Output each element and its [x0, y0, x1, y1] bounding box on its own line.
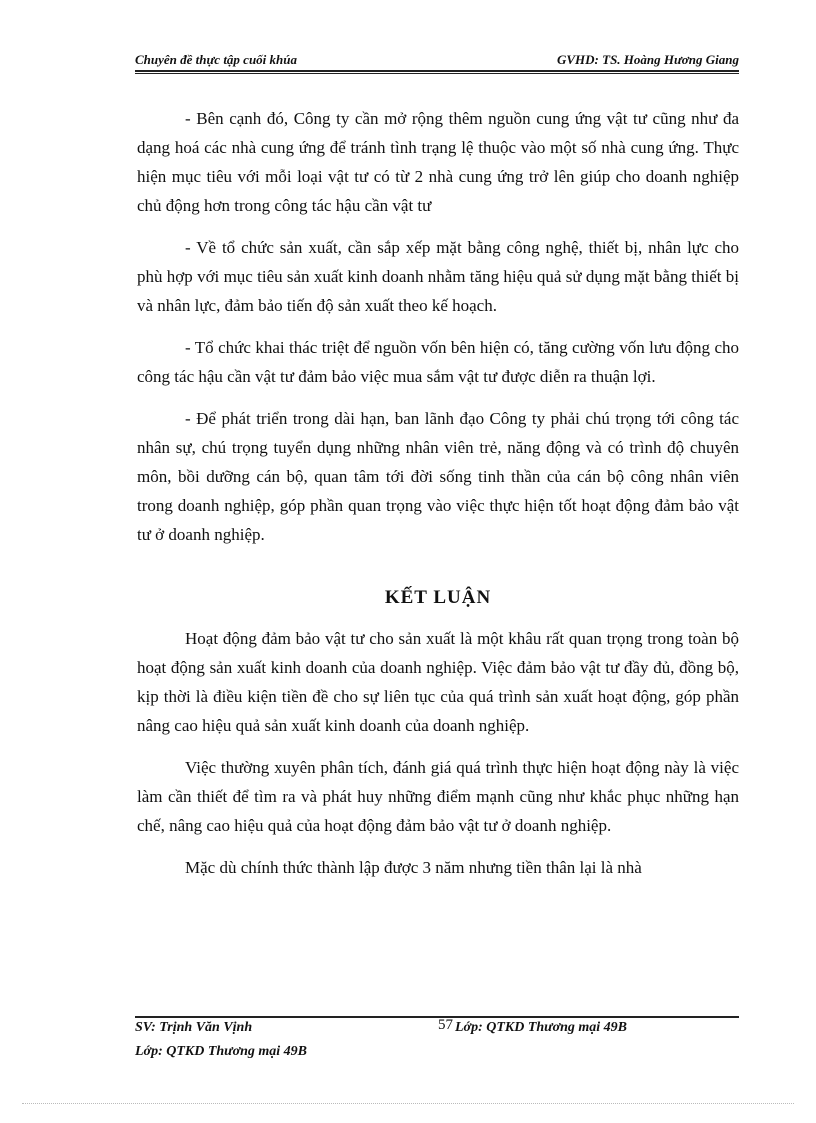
footer-divider	[135, 1016, 739, 1018]
header-supervisor: GVHD: TS. Hoàng Hương Giang	[557, 52, 739, 67]
bullet-paragraph: - Tổ chức khai thác triệt để nguồn vốn bên hiện có, tăng cường vốn lưu động cho công tác hậu cần vật tư đảm bảo việc mua sắm vật tư được diễn ra thuận lợi.	[137, 338, 739, 386]
page-number: 57	[438, 1017, 453, 1033]
page-header	[135, 50, 739, 72]
footer-student-name: SV: Trịnh Văn Vịnh	[135, 1020, 253, 1035]
conclusion-paragraph: Mặc dù chính thức thành lập được 3 năm nhưng tiền thân lại là nhà	[185, 858, 642, 877]
document-body	[137, 104, 739, 895]
conclusion-paragraph: Việc thường xuyên phân tích, đánh giá quá trình thực hiện hoạt động này là việc làm cần thiết để tìm ra và phát huy những điểm mạnh cũng như khắc phục những hạn chế, nâng cao hiệu quả của hoạt động đảm bảo vật tư ở doanh nghiệp.	[137, 758, 739, 835]
footer-class-left: Lớp: QTKD Thương mại 49B	[135, 1044, 307, 1059]
bullet-paragraph: - Bên cạnh đó, Công ty cần mở rộng thêm nguồn cung ứng vật tư cũng như đa dạng hoá các nhà cung ứng để tránh tình trạng lệ thuộc vào một số nhà cung ứng. Thực hiện mục tiêu với mỗi loại vật tư có từ 2 nhà cung ứng trở lên giúp cho doanh nghiệp chủ động hơn trong công tác hậu cần vật tư	[137, 109, 739, 215]
footer-class-right: Lớp: QTKD Thương mại 49B	[455, 1020, 627, 1035]
conclusion-paragraph: Hoạt động đảm bảo vật tư cho sản xuất là một khâu rất quan trọng trong toàn bộ hoạt động sản xuất kinh doanh của doanh nghiệp. Việc đảm bảo vật tư đầy đủ, đồng bộ, kịp thời là điều kiện tiền đề cho sự liên tục của quá trình sản xuất hoạt động, góp phần nâng cao hiệu quả sản xuất kinh doanh của doanh nghiệp.	[137, 629, 739, 735]
conclusion-heading: KẾT LUẬN	[384, 587, 492, 608]
header-divider	[135, 73, 739, 74]
bullet-paragraph: - Về tổ chức sản xuất, cần sắp xếp mặt bằng công nghệ, thiết bị, nhân lực cho phù hợp với mục tiêu sản xuất kinh doanh nhằm tăng hiệu quả sử dụng mặt bằng thiết bị và nhân lực, đảm bảo tiến độ sản xuất theo kế hoạch.	[137, 238, 739, 315]
header-report-title: Chuyên đề thực tập cuối khúa	[135, 52, 298, 67]
bullet-paragraph: - Để phát triển trong dài hạn, ban lãnh đạo Công ty phải chú trọng tới công tác nhân sự, chú trọng tuyển dụng những nhân viên trẻ, năng động và có trình độ chuyên môn, bồi dưỡng cán bộ, quan tâm tới đời sống tinh thần của cán bộ công nhân viên trong doanh nghiệp, góp phần quan trọng vào việc thực hiện tốt hoạt động đảm bảo vật tư ở doanh nghiệp.	[137, 409, 739, 544]
page-edge	[22, 1103, 794, 1104]
